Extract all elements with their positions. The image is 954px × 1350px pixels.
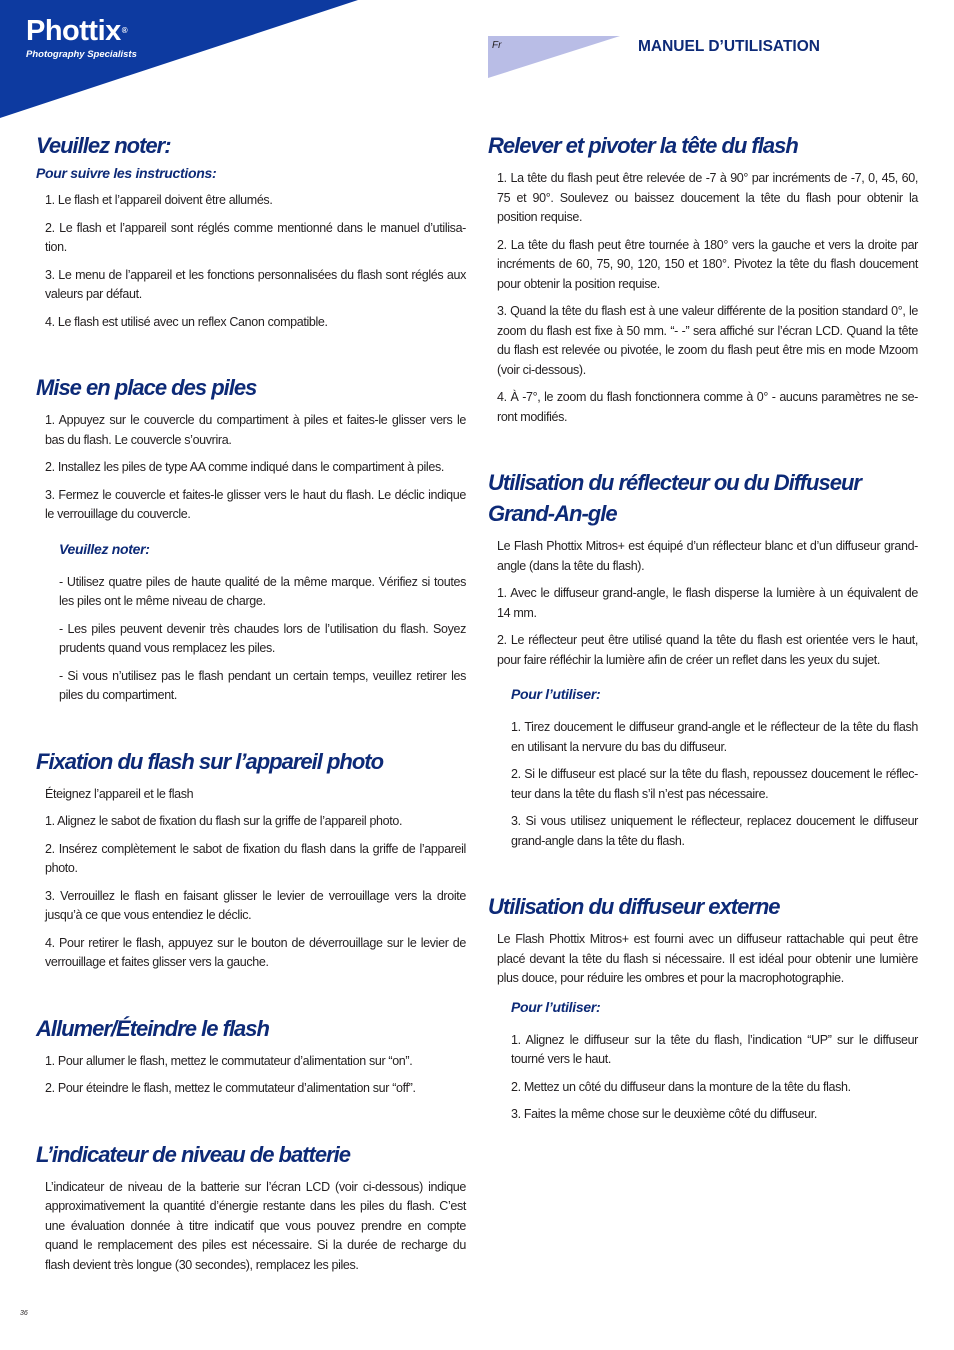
registered-mark: ® <box>121 26 128 35</box>
list-item: 1. Appuyez sur le couvercle du compartiment à piles et faites-le glisser vers le bas du flash. Le couvercle s’ouvrira. <box>45 413 466 447</box>
list-item: 2. Mettez un côté du diffuseur dans la monture de la tête du flash. <box>511 1079 851 1094</box>
section-title-mount: Fixation du flash sur l’appareil photo <box>36 748 384 774</box>
section-title-power: Allumer/Éteindre le flash <box>36 1015 269 1041</box>
section-title-batteries: Mise en place des piles <box>36 375 257 400</box>
list-item: 3. Le menu de l’appareil et les fonctions personnalisées du flash sont réglés aux valeurs par défaut. <box>45 267 466 301</box>
list-item: Éteignez l’appareil et le flash <box>45 786 194 801</box>
note-item: - Si vous n’utilisez pas le flash pendant un certain temps, veuillez retirer les piles du compartiment. <box>59 668 466 702</box>
list-item: 3. Quand la tête du flash est à une valeur différente de la position standard 0°, le zoom du flash est fixe à 50 mm. “- -” sera affiché sur l’écran LCD. Quand la tête du flash est relevée ou pivotée, le zoom du flash peut être mis en mode Mzoom (voir ci-dessous). <box>497 304 918 377</box>
note-item: - Utilisez quatre piles de haute qualité de la même marque. Vérifiez si toutes les piles ont le même niveau de charge. <box>59 574 466 608</box>
brand-tagline: Photography Specialists <box>26 49 137 60</box>
right-column <box>488 130 918 1125</box>
section-title-battery-level: L’indicateur de niveau de batterie <box>36 1141 351 1167</box>
list-item: 1. Alignez le diffuseur sur la tête du flash, l’indication “UP” sur le diffuseur tourné vers le haut. <box>511 1032 918 1066</box>
list-item: 1. Alignez le sabot de fixation du flash sur la griffe de l’appareil photo. <box>45 814 403 828</box>
language-code: Fr <box>492 40 502 51</box>
list-item: 3. Faites la même chose sur le deuxième côté du diffuseur. <box>511 1107 818 1121</box>
language-tab <box>488 36 620 78</box>
list-item: 3. Si vous utilisez uniquement le réflecteur, replacez doucement le diffuseur grand-angle dans la tête du flash. <box>511 814 918 848</box>
list-item: 4. Le flash est utilisé avec un reflex Canon compatible. <box>45 314 328 329</box>
list-item: 3. Fermez le couvercle et faites-le glisser vers le haut du flash. Le déclic indique le verrouillage du couvercle. <box>45 487 466 521</box>
list-item: 2. Le réflecteur peut être utilisé quand la tête du flash est orientée vers le haut, pour faire réfléchir la lumière afin de créer un reflet dans les yeux du sujet. <box>497 633 918 667</box>
list-item: 2. Insérez complètement le sabot de fixation du flash dans la griffe de l’appareil photo. <box>45 841 466 875</box>
list-item: 4. Pour retirer le flash, appuyez sur le bouton de déverrouillage sur le levier de verrouillage et faites glisser vers la gauche. <box>45 935 466 969</box>
brand-name: Phottix <box>26 15 121 47</box>
external-use-title: Pour l’utiliser: <box>511 998 601 1015</box>
paragraph: Le Flash Phottix Mitros+ est fourni avec un diffuseur rattachable qui peut être placé devant la tête du flash si nécessaire. Il est idéal pour obtenir une lumière plus douce, pour réduire les ombres et pour la macrophotographie. <box>497 932 918 985</box>
list-item: 4. À -7°, le zoom du flash fonctionnera comme à 0° - aucuns paramètres ne se-ront modifiés. <box>497 390 918 424</box>
paragraph: Le Flash Phottix Mitros+ est équipé d’un réflecteur blanc et d’un diffuseur grand-angle (dans la tête du flash). <box>497 539 918 573</box>
section-title-reflector: Utilisation du réflecteur ou du Diffuseur Grand-An-gle <box>488 470 861 526</box>
section-title-external-diffuser: Utilisation du diffuseur externe <box>488 894 780 919</box>
note-item: - Les piles peuvent devenir très chaudes lors de l’utilisation du flash. Soyez prudents quand vous remplacez les piles. <box>59 621 466 655</box>
phottix-logo <box>26 14 137 61</box>
reflector-use-title: Pour l’utiliser: <box>511 686 601 702</box>
left-column <box>36 130 466 1275</box>
section-title-notes: Veuillez noter: <box>36 133 171 158</box>
notes-subtitle: Pour suivre les instructions: <box>36 165 217 181</box>
list-item: 1. Le flash et l’appareil doivent être allumés. <box>45 193 273 207</box>
paragraph: L’indicateur de niveau de la batterie sur l’écran LCD (voir ci-dessous) indique approximativement la quantité d’énergie restante dans les piles du flash. C’est une évaluation donnée à titre indicatif que vous pouvez prendre en compte quand le remplacement des piles est nécessaire. Si la durée de recharge du flash devient très longue (30 secondes), remplacez les piles. <box>45 1179 466 1272</box>
list-item: 1. Avec le diffuseur grand-angle, le flash disperse la lumière à un équivalent de 14 mm. <box>497 586 918 620</box>
list-item: 2. Le flash et l’appareil sont réglés comme mentionné dans le manuel d’utilisa-tion. <box>45 220 466 254</box>
list-item: 1. Pour allumer le flash, mettez le commutateur d’alimentation sur “on”. <box>45 1053 413 1068</box>
batteries-note-title: Veuillez noter: <box>59 540 150 557</box>
section-title-flash-head: Relever et pivoter la tête du flash <box>488 133 798 158</box>
page-number: 36 <box>20 1310 28 1317</box>
list-item: 2. Pour éteindre le flash, mettez le commutateur d’alimentation sur “off”. <box>45 1081 416 1095</box>
list-item: 1. La tête du flash peut être relevée de -7 à 90° par incréments de -7, 0, 45, 60, 75 et 90°. Soulevez ou baissez doucement la tête du flash pour obtenir la position requise. <box>497 171 918 224</box>
manual-title: MANUEL D’UTILISATION <box>638 38 820 55</box>
list-item: 2. Si le diffuseur est placé sur la tête du flash, repoussez doucement le réflec-teur dans la tête du flash s’il n’est pas nécessaire. <box>511 767 918 801</box>
list-item: 2. Installez les piles de type AA comme indiqué dans le compartiment à piles. <box>45 460 444 474</box>
list-item: 1. Tirez doucement le diffuseur grand-angle et le réflecteur de la tête du flash en utilisant la nervure du bas du diffuseur. <box>511 720 918 754</box>
list-item: 3. Verrouillez le flash en faisant glisser le levier de verrouillage vers la droite jusqu’à ce que vous entendiez le déclic. <box>45 888 466 922</box>
list-item: 2. La tête du flash peut être tournée à 180° vers la gauche et vers la droite par incréments de 60, 75, 90, 120, 150 et 180°. Pivotez la tête du flash doucement pour obtenir la position requise. <box>497 237 918 291</box>
